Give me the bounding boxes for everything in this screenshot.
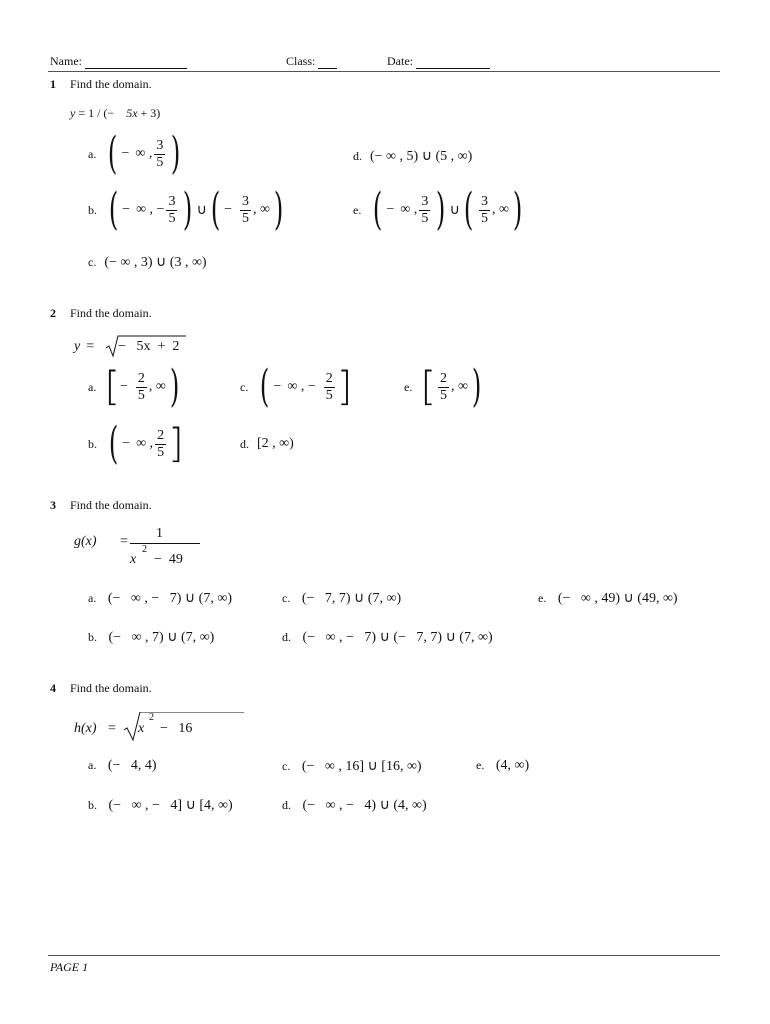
choice-e[interactable]: e. (4, ∞) bbox=[476, 758, 530, 773]
question-prompt: Find the domain. bbox=[70, 498, 152, 512]
fraction: $\frac{2}{5}$ bbox=[325, 370, 333, 403]
question-prompt: Find the domain. bbox=[70, 306, 152, 320]
question-prompt: Find the domain. bbox=[70, 77, 152, 91]
fraction: $\frac{3}{5}$ bbox=[168, 193, 176, 226]
choice-e[interactable]: e. ( − ∞ , $\frac{3}{5}$ ) ∪ ( $\frac{3}{5}$ , ∞ ) bbox=[353, 184, 523, 235]
choice-a[interactable]: a. (− ∞ , − 7) ∪ (7, ∞) bbox=[88, 591, 232, 606]
header-rule bbox=[48, 71, 720, 72]
class-label: Class: bbox=[286, 54, 316, 68]
footer-rule bbox=[48, 955, 720, 956]
choice-a[interactable]: a. ( − ∞ , $\frac{3}{5}$ ) bbox=[88, 128, 181, 179]
choice-c[interactable]: c. (− ∞ , 16] ∪ [16, ∞) bbox=[282, 759, 422, 774]
choice-c[interactable]: c. (− ∞ , 3) ∪ (3 , ∞) bbox=[88, 255, 207, 270]
equation: h(x) = x 2 − 16 bbox=[74, 710, 214, 744]
question-number: 3 bbox=[50, 498, 56, 512]
name-field[interactable] bbox=[50, 54, 187, 69]
choice-d[interactable]: d. (− ∞ , 5) ∪ (5 , ∞) bbox=[353, 149, 473, 164]
fraction: $\frac{2}{5}$ bbox=[439, 370, 447, 403]
date-field[interactable] bbox=[387, 54, 490, 69]
choice-c[interactable]: c. ( − ∞ , − $\frac{2}{5}$ ] bbox=[240, 361, 353, 412]
date-line bbox=[416, 56, 490, 69]
fraction: $\frac{2}{5}$ bbox=[157, 427, 165, 460]
choice-e[interactable]: e. (− ∞ , 49) ∪ (49, ∞) bbox=[538, 591, 678, 606]
choice-d[interactable]: d. [2 , ∞) bbox=[240, 436, 294, 451]
choice-a[interactable]: a. (− 4, 4) bbox=[88, 758, 157, 773]
choice-c[interactable]: c. (− 7, 7) ∪ (7, ∞) bbox=[282, 591, 402, 606]
page-number: PAGE 1 bbox=[50, 960, 89, 974]
equation: y = 1 / (− 5x + 3) bbox=[70, 106, 161, 120]
class-line bbox=[318, 56, 337, 69]
fraction: $\frac{3}{5}$ bbox=[480, 193, 488, 226]
choice-d[interactable]: d. (− ∞ , − 7) ∪ (− 7, 7) ∪ (7, ∞) bbox=[282, 630, 493, 645]
class-field[interactable] bbox=[286, 54, 337, 69]
fraction-bar bbox=[130, 543, 200, 544]
name-line bbox=[85, 56, 187, 69]
choice-e[interactable]: e. [ $\frac{2}{5}$ , ∞ ) bbox=[404, 361, 482, 412]
fraction: $\frac{3}{5}$ bbox=[241, 193, 249, 226]
fraction: $\frac{3}{5}$ bbox=[421, 193, 429, 226]
choice-b[interactable]: b. (− ∞ , − 4] ∪ [4, ∞) bbox=[88, 798, 233, 813]
question-number: 2 bbox=[50, 306, 56, 320]
question-number: 1 bbox=[50, 77, 56, 91]
choice-b[interactable]: b. ( − ∞ , $\frac{2}{5}$ ] bbox=[88, 418, 184, 469]
fraction: $\frac{2}{5}$ bbox=[137, 370, 145, 403]
fraction: $\frac{3}{5}$ bbox=[156, 137, 164, 170]
choice-a[interactable]: a. [ − $\frac{2}{5}$ , ∞ ) bbox=[88, 361, 180, 412]
date-label: Date: bbox=[387, 54, 413, 68]
choice-d[interactable]: d. (− ∞ , − 4) ∪ (4, ∞) bbox=[282, 798, 427, 813]
name-label: Name: bbox=[50, 54, 82, 68]
choice-b[interactable]: b. ( − ∞ , − $\frac{3}{5}$ ) ∪ ( − $\frac{3}{5}$ , ∞ ) bbox=[88, 184, 284, 235]
question-number: 4 bbox=[50, 681, 56, 695]
equation: g(x) = 1 x 2 − 49 bbox=[74, 526, 214, 572]
equation: y = − 5x + 2 bbox=[74, 336, 179, 358]
choice-b[interactable]: b. (− ∞ , 7) ∪ (7, ∞) bbox=[88, 630, 215, 645]
question-prompt: Find the domain. bbox=[70, 681, 152, 695]
